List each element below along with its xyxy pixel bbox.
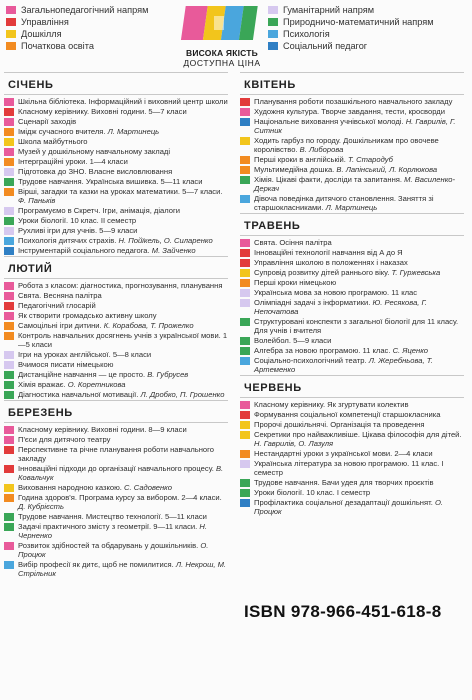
entry-title: Програмуємо в Скретч. Ігри, анімація, діалоги — [18, 206, 181, 215]
isbn-code: ISBN 978-966-451-618-8 — [244, 602, 442, 621]
entry-title: Рухливі ігри для учнів. 5—9 класи — [18, 226, 138, 235]
entry-title: Українська мова за новою програмою. 11 клас — [254, 288, 418, 297]
entry-title: Імідж сучасного вчителя. — [18, 127, 106, 136]
category-swatch-icon — [240, 279, 250, 287]
color-swatch-icon — [268, 18, 278, 26]
catalog-entry — [4, 311, 228, 320]
category-swatch-icon — [240, 299, 250, 307]
entry-title: Ігри на уроках англійської. 5—8 класи — [18, 350, 152, 359]
category-swatch-icon — [4, 391, 14, 399]
catalog-entry — [4, 157, 228, 166]
legend-item — [268, 40, 434, 52]
logo-slogan-price: ДОСТУПНА ЦІНА — [183, 58, 261, 68]
catalog-entry — [4, 117, 228, 126]
category-swatch-icon — [240, 489, 250, 497]
color-swatch-icon — [6, 42, 16, 50]
legend-label: Психологія — [283, 29, 330, 39]
category-swatch-icon — [4, 371, 14, 379]
category-swatch-icon — [4, 138, 14, 146]
catalog-entry — [4, 206, 228, 215]
month-heading: ЛЮТИЙ — [4, 256, 228, 279]
category-swatch-icon — [240, 479, 250, 487]
catalog-entry — [240, 430, 464, 448]
legend-item — [268, 16, 434, 28]
catalog-entry — [240, 400, 464, 409]
catalog-entry — [240, 498, 464, 516]
brand-logo — [176, 4, 268, 70]
category-swatch-icon — [4, 312, 14, 320]
entry-title: Інструментарій соціального педагога. — [18, 246, 150, 255]
entry-title: П'єси для дитячого театру — [18, 435, 111, 444]
entry-title: Година здоров'я. Програма курсу за вибором. 2—4 класи. — [18, 493, 222, 502]
entry-title: Як створити громадсько активну школу — [18, 311, 157, 320]
entry-author: Д. Кубрієсть — [18, 502, 64, 511]
entry-title: Сценарії заходів — [18, 117, 77, 126]
entry-title: Трудове навчання. Мистецтво технології. 5—11 класи — [18, 512, 207, 521]
catalog-entry — [4, 97, 228, 106]
entry-author: Н. Пойїкель, О. Силаренко — [118, 236, 213, 245]
month-heading: СІЧЕНЬ — [4, 72, 228, 95]
category-swatch-icon — [4, 484, 14, 492]
category-swatch-icon — [4, 322, 14, 330]
category-swatch-icon — [240, 259, 250, 267]
entry-author: С. Садовенко — [124, 483, 172, 492]
entry-title: Виховання народною казкою. — [18, 483, 122, 492]
entry-title: Трудове навчання. Українська вишивка. 5—11 класи — [18, 177, 203, 186]
catalog-entry — [240, 336, 464, 345]
catalog-entry — [240, 488, 464, 497]
entry-title: Художня культура. Творче завдання, тести, кросворди — [254, 107, 445, 116]
category-swatch-icon — [240, 137, 250, 145]
entry-author: Л. Мартинець — [107, 127, 160, 136]
legend-label: Дошкілля — [21, 29, 62, 39]
month-heading: КВІТЕНЬ — [240, 72, 464, 95]
entry-title: Управління школою в положеннях і наказах — [254, 258, 408, 267]
catalog-entry — [240, 278, 464, 287]
catalog-entry — [4, 360, 228, 369]
catalog-entry — [240, 420, 464, 429]
catalog-entry — [4, 137, 228, 146]
legend-item — [6, 40, 148, 52]
entry-author: Т. Стародуб — [348, 155, 393, 164]
color-swatch-icon — [6, 30, 16, 38]
catalog-entry — [4, 560, 228, 578]
category-swatch-icon — [4, 513, 14, 521]
entry-title: Алгебра за новою програмою. 11 клас. — [254, 346, 391, 355]
entry-title: Секретики про найважливіше. Цікава філософія для дітей. — [254, 430, 462, 439]
category-swatch-icon — [4, 207, 14, 215]
entry-title: Вірші, загадки та казки на уроках математики. 5—7 класи. — [18, 187, 223, 196]
entry-author: Л. Некрош, М. Стрільник — [18, 560, 227, 578]
category-swatch-icon — [4, 118, 14, 126]
entry-title: Дівоча поведінка дитячого становлення. Заняття зі старшокласниками. — [254, 194, 434, 212]
month-heading: БЕРЕЗЕНЬ — [4, 400, 228, 423]
catalog-entry — [240, 317, 464, 335]
entry-title: Школа майбутнього — [18, 137, 88, 146]
entry-title: Нестандартні уроки з української мови. 2—4 класи — [254, 449, 433, 458]
catalog-entry — [4, 147, 228, 156]
color-swatch-icon — [268, 42, 278, 50]
category-swatch-icon — [240, 421, 250, 429]
category-swatch-icon — [4, 523, 14, 531]
catalog-entry — [4, 350, 228, 359]
category-swatch-icon — [240, 337, 250, 345]
category-swatch-icon — [4, 188, 14, 196]
entry-title: Інноваційні технології навчання від А до Я — [254, 248, 403, 257]
catalog-entry — [4, 226, 228, 235]
category-swatch-icon — [240, 98, 250, 106]
category-swatch-icon — [4, 237, 14, 245]
entry-title: Дистанційне навчання — це просто. — [18, 370, 146, 379]
catalog-entry — [240, 478, 464, 487]
category-swatch-icon — [240, 118, 250, 126]
category-swatch-icon — [4, 494, 14, 502]
entry-title: Українська література за новою програмою. 11 клас. I семестр — [254, 459, 444, 477]
entry-title: Хімія. Цікаві факти, досліди та запитання. — [254, 175, 403, 184]
catalog-entry — [4, 127, 228, 136]
category-swatch-icon — [4, 168, 14, 176]
entry-title: Педагогічний глосарій — [18, 301, 96, 310]
catalog-entry — [240, 238, 464, 247]
entry-author: Н. Гаврилів, О. Лазуля — [254, 439, 334, 448]
entry-title: Олімпіадні задачі з інформатики. — [254, 298, 371, 307]
catalog-entry — [4, 445, 228, 463]
entry-author: О. Процюк — [18, 541, 209, 559]
catalog-entry — [4, 216, 228, 225]
entry-title: Шкільна бібліотека. Інформаційний і виховний центр школи — [18, 97, 228, 106]
category-swatch-icon — [4, 381, 14, 389]
catalog-entry — [4, 380, 228, 389]
category-swatch-icon — [4, 436, 14, 444]
catalog-entry — [240, 288, 464, 297]
category-swatch-icon — [4, 465, 14, 473]
category-swatch-icon — [4, 302, 14, 310]
entry-title: Мультимедійна дошка. — [254, 165, 335, 174]
category-swatch-icon — [4, 128, 14, 136]
catalog-entry — [240, 356, 464, 374]
catalog-entry — [4, 331, 228, 349]
category-swatch-icon — [4, 292, 14, 300]
category-swatch-icon — [240, 176, 250, 184]
entry-author: В. Ковальчук — [18, 464, 224, 482]
entry-title: Планування роботи позашкільного навчального закладу — [254, 97, 453, 106]
entry-title: Профілактика соціальної дезадаптації дошкільнят. — [254, 498, 433, 507]
color-swatch-icon — [6, 6, 16, 14]
catalog-entry — [4, 291, 228, 300]
catalog-entry — [4, 301, 228, 310]
catalog-entry — [240, 459, 464, 477]
entry-author: Л. Жеребньова, Т. Артеменко — [254, 356, 433, 374]
entry-title: Підготовка до ЗНО. Власне висловлювання — [18, 167, 173, 176]
catalog-entry — [240, 136, 464, 154]
category-swatch-icon — [4, 561, 14, 569]
category-swatch-icon — [240, 239, 250, 247]
legend-item — [268, 28, 434, 40]
entry-title: Свята. Осіння палітра — [254, 238, 332, 247]
entry-title: Свята. Весняна палітра — [18, 291, 102, 300]
catalog-entry — [4, 236, 228, 245]
entry-title: Волейбол. 5—9 класи — [254, 336, 332, 345]
catalog-entry — [4, 512, 228, 521]
legend-right — [268, 4, 434, 52]
catalog-entry — [240, 248, 464, 257]
legend-item — [6, 4, 148, 16]
catalog-entry — [240, 298, 464, 316]
category-swatch-icon — [240, 460, 250, 468]
catalog-entry — [4, 483, 228, 492]
category-swatch-icon — [4, 426, 14, 434]
entry-title: Соціально-психологічний театр. — [254, 356, 367, 365]
color-swatch-icon — [6, 18, 16, 26]
legend-item — [6, 28, 148, 40]
legend-left — [6, 4, 148, 52]
category-swatch-icon — [240, 289, 250, 297]
legend-label: Гуманітарний напрям — [283, 5, 375, 15]
catalog-entry — [4, 167, 228, 176]
color-swatch-icon — [268, 30, 278, 38]
category-swatch-icon — [4, 361, 14, 369]
category-swatch-icon — [240, 108, 250, 116]
category-swatch-icon — [4, 247, 14, 255]
entry-author: В. Губрусев — [147, 370, 189, 379]
category-swatch-icon — [240, 249, 250, 257]
catalog-entry — [240, 194, 464, 212]
entry-author: К. Корабова, Т. Прожелко — [103, 321, 194, 330]
category-swatch-icon — [240, 195, 250, 203]
catalog-entry — [240, 346, 464, 355]
entry-author: Н. Черненко — [18, 522, 207, 540]
entry-title: Структуровані конспекти з загальної біології для 11 класу. Для учнів і вчителя — [254, 317, 459, 335]
logo-slogan-quality: ВИСОКА ЯКІСТЬ — [186, 48, 258, 58]
entry-title: Хімія вражає. — [18, 380, 66, 389]
category-swatch-icon — [4, 332, 14, 340]
entry-title: Уроки біології. 10 клас. II семестр — [18, 216, 137, 225]
entry-author: С. Яценко — [392, 346, 429, 355]
logo-mark-icon — [178, 4, 262, 48]
legend-header — [0, 0, 472, 80]
category-swatch-icon — [4, 217, 14, 225]
category-swatch-icon — [240, 156, 250, 164]
category-swatch-icon — [4, 446, 14, 454]
catalog-entry — [4, 464, 228, 482]
entry-title: Психологія дитячих страхів. — [18, 236, 117, 245]
catalog-entry — [4, 435, 228, 444]
legend-label: Загальнопедагогічний напрям — [21, 5, 149, 15]
entry-title: Контроль навчальних досягнень учнів з української мови. 1—5 класи — [18, 331, 228, 349]
category-swatch-icon — [240, 411, 250, 419]
catalog-entry — [240, 268, 464, 277]
catalog-entry — [4, 187, 228, 205]
catalog-entry — [4, 370, 228, 379]
entry-author: М. Василенко-Деркач — [254, 175, 456, 193]
category-swatch-icon — [4, 227, 14, 235]
entry-author: Ф. Паньків — [18, 196, 56, 205]
entry-title: Перші кроки в англійській. — [254, 155, 346, 164]
entry-author: Л. Дробко, П. Грошенко — [140, 390, 225, 399]
category-swatch-icon — [4, 351, 14, 359]
entry-title: Формування соціальної компетенції старшокласника — [254, 410, 441, 419]
catalog-right-column — [240, 72, 464, 517]
category-swatch-icon — [4, 148, 14, 156]
category-swatch-icon — [4, 178, 14, 186]
category-swatch-icon — [240, 166, 250, 174]
catalog-entry — [4, 107, 228, 116]
legend-item — [268, 4, 434, 16]
catalog-entry — [4, 425, 228, 434]
catalog-entry — [4, 246, 228, 255]
entry-author: О. Процюк — [254, 498, 444, 516]
category-swatch-icon — [4, 542, 14, 550]
catalog-left-column — [4, 72, 228, 579]
entry-title: Класному керівнику. Як згуртувати колектив — [254, 400, 409, 409]
entry-title: Самоцільні ігри дитини. — [18, 321, 102, 330]
entry-title: Уроки біології. 10 клас. I семестр — [254, 488, 371, 497]
catalog-entry — [240, 258, 464, 267]
entry-title: Задачі практичного змісту з геометрії. 9—11 класи. — [18, 522, 198, 531]
catalog-entry — [240, 175, 464, 193]
entry-author: Л. Мартинець — [325, 203, 378, 212]
catalog-entry — [4, 177, 228, 186]
entry-author: Т. Гуржевська — [391, 268, 441, 277]
color-swatch-icon — [268, 6, 278, 14]
category-swatch-icon — [4, 282, 14, 290]
catalog-entry — [240, 117, 464, 135]
entry-author: М. Зайченко — [151, 246, 196, 255]
category-swatch-icon — [4, 98, 14, 106]
catalog-entry — [240, 410, 464, 419]
catalog-entry — [240, 449, 464, 458]
category-swatch-icon — [240, 499, 250, 507]
category-swatch-icon — [240, 318, 250, 326]
entry-title: Національне виховання учнівської молоді. — [254, 117, 404, 126]
entry-author: В. Лапінський, Л. Корлюкова — [336, 165, 438, 174]
legend-label: Природничо-математичний напрям — [283, 17, 434, 27]
entry-title: Музей у дошкільному навчальному закладі — [18, 147, 171, 156]
catalog-entry — [4, 390, 228, 399]
category-swatch-icon — [4, 108, 14, 116]
entry-title: Вибір професії як дитє, щоб не помилитися. — [18, 560, 174, 569]
entry-title: Робота з класом: діагностика, прогнозування, планування — [18, 281, 223, 290]
entry-title: Класному керівнику. Виховні години. 8—9 класи — [18, 425, 187, 434]
category-swatch-icon — [240, 269, 250, 277]
entry-title: Трудове навчання. Бачи удея для творчих проєктів — [254, 478, 434, 487]
entry-title: Пророчі дошкільнячі. Організація та проведення — [254, 420, 425, 429]
entry-author: О. Коретникова — [67, 380, 126, 389]
entry-title: Класному керівнику. Виховні години. 5—7 класи — [18, 107, 187, 116]
entry-title: Вчимося писати німецькою — [18, 360, 114, 369]
category-swatch-icon — [240, 357, 250, 365]
catalog-entry — [4, 281, 228, 290]
legend-label: Управління — [21, 17, 69, 27]
category-swatch-icon — [240, 431, 250, 439]
catalog-entry — [240, 165, 464, 174]
category-swatch-icon — [240, 401, 250, 409]
catalog-entry — [240, 107, 464, 116]
catalog-entry — [240, 97, 464, 106]
entry-title: Діагностика навчальної мотивації. — [18, 390, 139, 399]
entry-author: Н. Гаврилів, Г. Ситник — [254, 117, 456, 135]
catalog-entry — [4, 541, 228, 559]
entry-title: Інтерграційні уроки. 1—4 класи — [18, 157, 128, 166]
entry-title: Перспективне та річне планування роботи навчального закладу — [18, 445, 214, 463]
catalog-entry — [4, 493, 228, 511]
entry-title: Розвиток здібностей та обдарувань у дошкільників. — [18, 541, 199, 550]
legend-label: Початкова освіта — [21, 41, 94, 51]
entry-author: В. Либорова — [299, 145, 344, 154]
category-swatch-icon — [240, 347, 250, 355]
category-swatch-icon — [4, 158, 14, 166]
month-heading: ТРАВЕНЬ — [240, 213, 464, 236]
legend-label: Соціальний педагог — [283, 41, 368, 51]
entry-title: Ходить гарбуз по городу. Дошкільникам про овочеве королівство. — [254, 136, 439, 154]
month-heading: ЧЕРВЕНЬ — [240, 375, 464, 398]
category-swatch-icon — [240, 450, 250, 458]
catalog-entry — [240, 155, 464, 164]
entry-author: Ю. Ресякова, Г. Непочатова — [254, 298, 427, 316]
entry-title: Супровід розвитку дітей раннього віку. — [254, 268, 390, 277]
entry-title: Перші кроки німецькою — [254, 278, 337, 287]
catalog-entry — [4, 321, 228, 330]
catalog-entry — [4, 522, 228, 540]
legend-item — [6, 16, 148, 28]
entry-title: Інноваційні підходи до організації навчального процесу. — [18, 464, 214, 473]
